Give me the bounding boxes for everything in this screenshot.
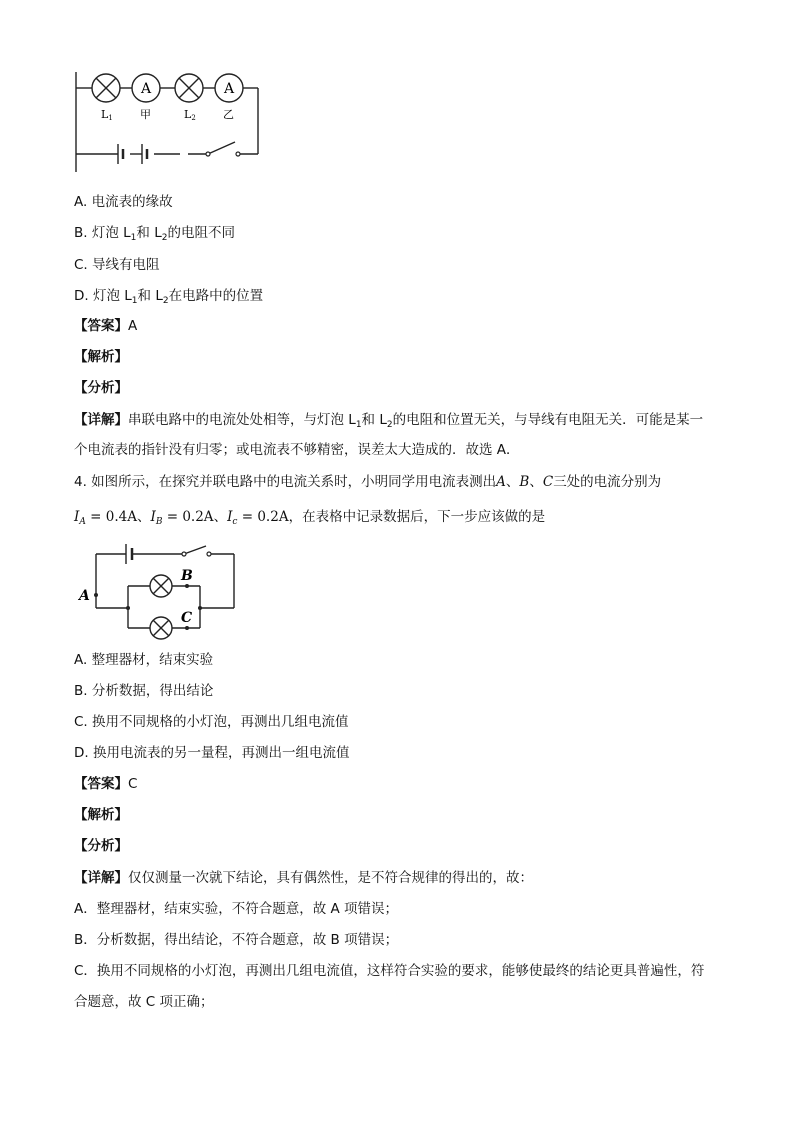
junction-right (198, 606, 202, 610)
q3-fenxi-heading: 【分析】 (74, 380, 128, 396)
q4-jiexi-heading: 【解析】 (74, 807, 128, 823)
point-a-dot (94, 593, 98, 597)
label-point-a: A (79, 588, 90, 604)
switch-pivot (206, 152, 210, 156)
q4-option-a: A. 整理器材，结束实验 (74, 652, 214, 668)
parallel-circuit-figure (74, 542, 244, 642)
answer-tag: 【答案】 (74, 776, 128, 792)
q4-answer: 【答案】C (74, 776, 138, 792)
junction-left (126, 606, 130, 610)
label-yi: 乙 (223, 108, 234, 121)
svg-text:L1 (101, 108, 113, 122)
switch-contact (236, 152, 240, 156)
q4-detail-option-c-line1: C．换用不同规格的小灯泡，再测出几组电流值，这样符合实验的要求，能够使最终的结论更具普遍性，符 (74, 963, 705, 979)
point-b-dot (185, 584, 189, 588)
ammeter-yi-symbol: A (223, 81, 235, 97)
label-l1-sub: 1 (108, 114, 113, 122)
q3-option-c: C. 导线有电阻 (74, 257, 160, 273)
q4-detail-option-a: A．整理器材，结束实验，不符合题意，故 A 项错误； (74, 901, 399, 917)
q3-detail-line2: 个电流表的指针没有归零；或电流表不够精密，误差太大造成的．故选 A． (74, 442, 520, 458)
q4-option-c: C. 换用不同规格的小灯泡，再测出几组电流值 (74, 714, 349, 730)
label-l2-sub: 2 (191, 114, 196, 122)
lamp-upper (150, 575, 172, 597)
q3-answer: 【答案】A (74, 318, 138, 334)
q4-stem-line2: $I_A = 0.4A$、$I_B = 0.2A$、$I_c = 0.2A$，在表格中记录数据后，下一步应该做的是 (74, 509, 546, 527)
q4-option-b: B. 分析数据，得出结论 (74, 683, 214, 699)
q3-jiexi-heading: 【解析】 (74, 349, 128, 365)
svg-text:L2 (184, 108, 196, 122)
q4-detail-option-b: B．分析数据，得出结论，不符合题意，故 B 项错误； (74, 932, 399, 948)
switch-contact (207, 552, 211, 556)
q4-detail-option-c-line2: 合题意，故 C 项正确； (74, 994, 214, 1010)
label-point-b: B (181, 568, 193, 584)
point-c-dot (185, 626, 189, 630)
lamp-l2 (175, 74, 203, 102)
q3-detail-line1: 【详解】串联电路中的电流处处相等，与灯泡 $L_1$和 $L_2$的电阻和位置无关，与导线有电阻无关．可能是某一 (74, 412, 704, 430)
q3-option-d: D. 灯泡 $L_1$和 $L_2$在电路中的位置 (74, 288, 264, 306)
q3-option-b: B. 灯泡 $L_1$和 $L_2$的电阻不同 (74, 225, 235, 243)
q4-stem-line1: 4. 如图所示，在探究并联电路中的电流关系时，小明同学用电流表测出A、B、C三处的电流分别为 (74, 474, 662, 490)
lamp-l1 (92, 74, 120, 102)
switch-pivot (182, 552, 186, 556)
series-circuit-figure (70, 66, 265, 178)
ammeter-jia-symbol: A (140, 81, 152, 97)
answer-tag: 【答案】 (74, 318, 128, 334)
q4-detail-line1: 【详解】仅仅测量一次就下结论，具有偶然性，是不符合规律的得出的，故： (74, 870, 533, 886)
q4-fenxi-heading: 【分析】 (74, 838, 128, 854)
q3-option-a: A. 电流表的缘故 (74, 194, 173, 210)
label-jia: 甲 (140, 108, 151, 121)
label-l2: L (184, 108, 192, 121)
lamp-lower (150, 617, 172, 639)
label-point-c: C (181, 610, 193, 626)
q4-option-d: D. 换用电流表的另一量程，再测出一组电流值 (74, 745, 350, 761)
label-l1: L (101, 108, 109, 121)
